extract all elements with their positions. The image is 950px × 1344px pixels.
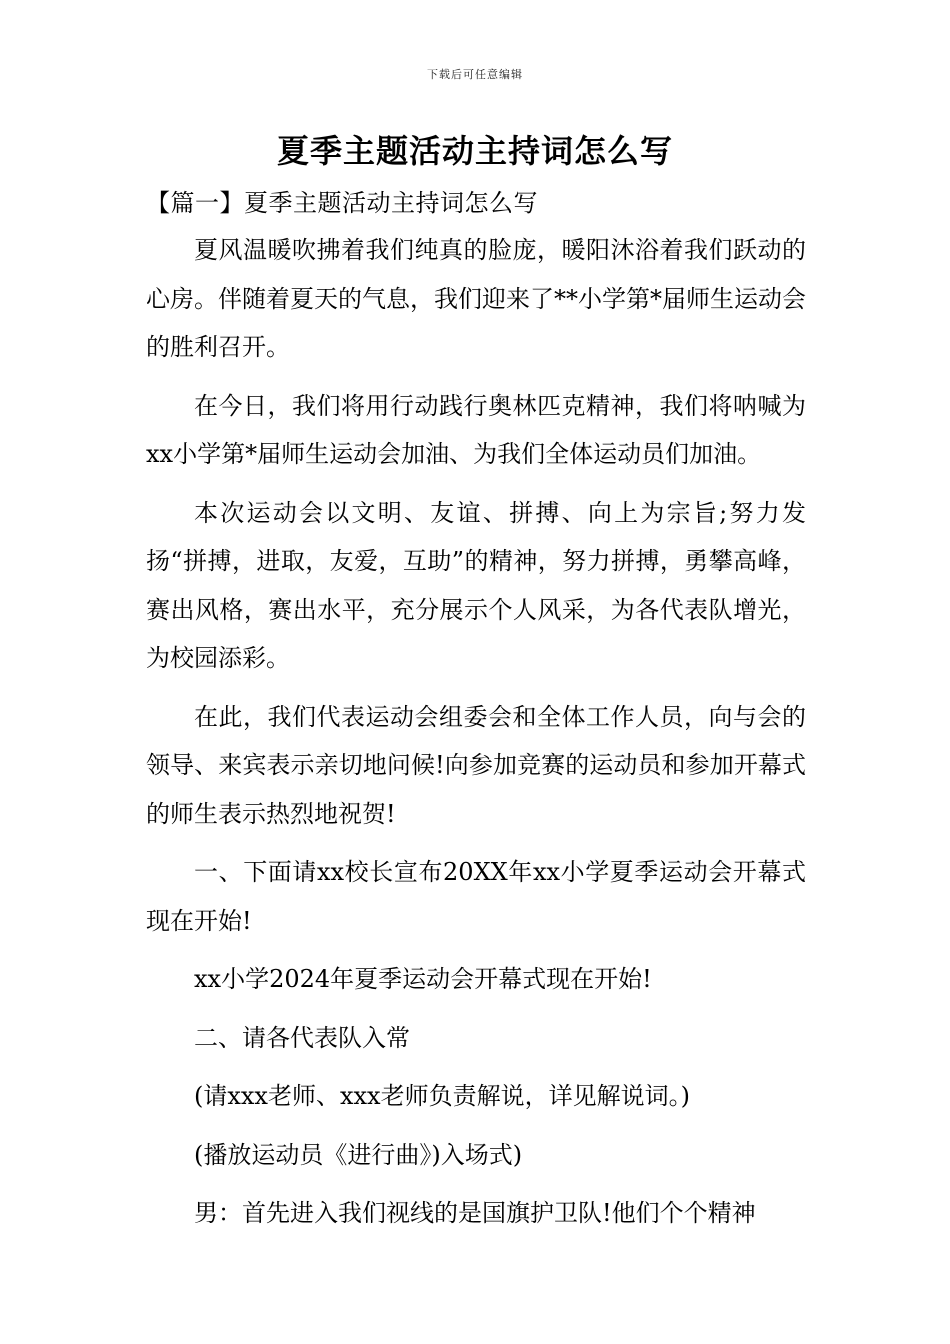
paragraph: (请xxx老师、xxx老师负责解说，详见解说词。) [194, 1082, 690, 1110]
paragraph: 夏风温暖吹拂着我们纯真的脸庞，暖阳沐浴着我们跃动的心房。伴随着夏天的气息，我们迎来了**小学第*届师生运动会的胜利召开。 [146, 236, 806, 361]
header-note: 下载后可任意编辑 [427, 68, 523, 81]
paragraph: (播放运动员《进行曲》)入场式) [194, 1140, 523, 1169]
document-title: 夏季主题活动主持词怎么写 [276, 132, 673, 170]
section-heading: 【篇一】夏季主题活动主持词怎么写 [146, 189, 538, 217]
paragraph: 在此，我们代表运动会组委会和全体工作人员，向与会的领导、来宾表示亲切地问候!向参加竞赛的运动员和参加开幕式的师生表示热烈地祝贺! [146, 702, 806, 828]
document-body [146, 226, 806, 1248]
paragraph: 二、请各代表队入常 [194, 1023, 410, 1052]
paragraph: 在今日，我们将用行动践行奥林匹克精神，我们将呐喊为xx小学第*届师生运动会加油、为我们全体运动员们加油。 [146, 391, 806, 468]
paragraph: xx小学2024年夏季运动会开幕式现在开始! [194, 965, 652, 993]
paragraph: 男：首先进入我们视线的是国旗护卫队!他们个个精神 [194, 1199, 756, 1227]
paragraph: 一、下面请xx校长宣布20XX年xx小学夏季运动会开幕式现在开始! [146, 858, 806, 935]
paragraph: 本次运动会以文明、友谊、拼搏、向上为宗旨;努力发扬“拼搏，进取，友爱，互助”的精神，努力拼搏，勇攀高峰，赛出风格，赛出水平，充分展示个人风采，为各代表队增光，为校园添彩。 [146, 498, 806, 672]
